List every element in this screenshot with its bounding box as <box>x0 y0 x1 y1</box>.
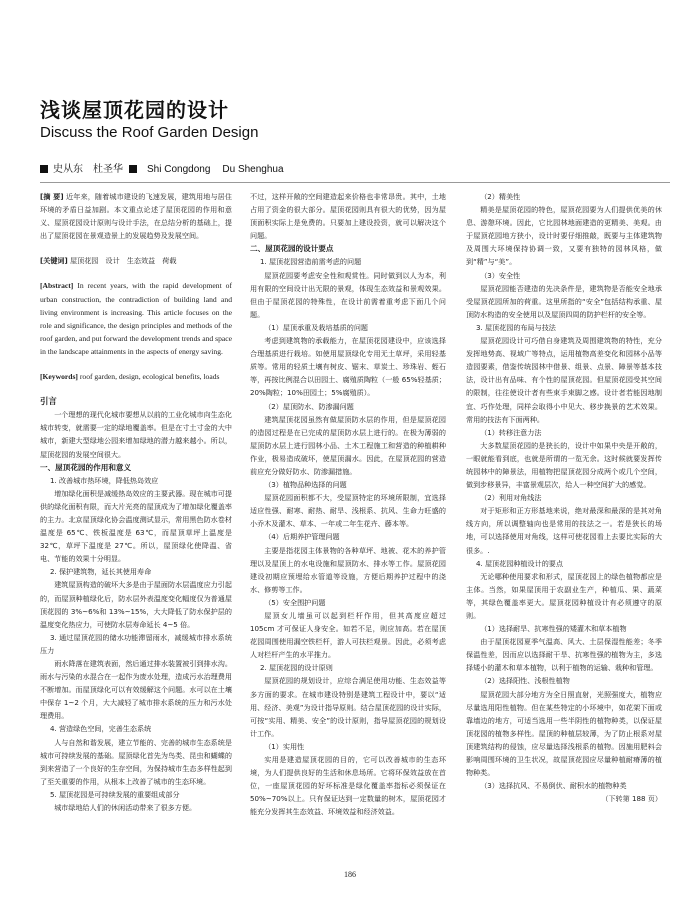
abstract-zh <box>40 190 232 242</box>
subsection-heading: 1. 屋顶花园营造前需考虑的问题 <box>259 257 362 267</box>
paragraph: 由于屋顶花园夏季气温高、风大、土层保湿性能差；冬季保温性差，因而应以选择耐干旱、抗寒性强的植物为主，多选择矮小的灌木和草本植物，以利于植物的运输、栽种和管理。 <box>466 637 662 673</box>
paragraph: 雨水降落在建筑表面，然后通过排水装置被引到排水沟。雨水与污染的水混合在一起作为废水处理，造成污水治理费用不断增加。而屋顶绿化可以有效缓解这个问题。水可以在土壤中保存 1~2 个月，大大减轻了城市排水系统的压力和污水处理费用。 <box>40 659 232 721</box>
paragraph: 主要是指花园主体景物的各种草坪、地被、花木的养护管理以及屋顶上的水电设施和屋顶防水、排水等工作。屋顶花园建设初期应预埋给水管道等设施，方便后期养护过程中的浇水、修剪等工作。 <box>250 545 446 594</box>
subsection-heading: （1）选择耐旱、抗寒性强的矮灌木和草本植物 <box>480 624 627 634</box>
subsection-heading: （1）转移注意力法 <box>480 427 542 437</box>
paragraph: 屋顶花园的规划设计，应综合满足使用功能、生态效益等多方面的要求。在城市建设特别是建筑工程设计中，要以“适用、经济、美观”为设计指导原则。结合屋顶花园的设计实际，可按“实用、精美、安全”的设计原则，指导屋顶花园的规划设计工作。 <box>250 676 446 738</box>
author-en-2: Du Shenghua <box>222 164 284 175</box>
subsection-heading: （2）精美性 <box>480 192 521 201</box>
subsection-heading: 3. 屋顶花园的布局与技法 <box>475 322 556 332</box>
paragraph: 屋顶女儿墙虽可以起到栏杆作用，但其高度应超过 105cm 才可保证人身安全。如若不足，则应加高。若在屋顶花园周围使用漏空铁栏杆，游人可扶栏观景。因此，必须考虑人对栏杆产生的水平推力。 <box>250 611 446 660</box>
continued-note: （下转第 188 页） <box>601 794 662 804</box>
author-line <box>40 160 284 175</box>
square-bullet-icon <box>40 165 48 173</box>
subsection-heading: 2. 保护建筑物，延长其使用寿命 <box>49 567 152 577</box>
subsection-heading: （2）利用对角线法 <box>480 493 542 503</box>
header-divider <box>40 182 670 183</box>
abstract-zh-text: 近年来，随着城市建设的飞速发展，建筑用地与居住环境的矛盾日益加剧。本文重点论述了屋顶花园的作用和意义、屋顶花园设计原则与设计手法，在总结分析的基础上，提出了屋顶花园在景观造景上的发展趋势及发展空间。 <box>40 192 232 241</box>
paragraph: 精美是屋顶花园的特色，屋顶花园要为人们提供优美的休息、游憩环境。因此，它比园林地面建造的更精美、美观。由于屋顶花园地方狭小，设计时要仔细推敲，既要与主体建筑物及周围大环境保持协调一致，又要有独特的园林风格，做到“精”与“美”。 <box>466 205 662 267</box>
section-heading: 二、屋顶花园的设计要点 <box>250 244 334 254</box>
paragraph: 实用是建造屋顶花园的目的，它可以改善城市的生态环境，为人们提供良好的生活和休息场所。它将环保效益放在首位，一座屋顶花园的好坏标准是绿化覆盖率指标必须保证在 50%~70%以上。只有保证达到一定数量的树木，屋顶花园才能充分发挥其生态效益、环境效益和经济效益。 <box>250 755 446 817</box>
keywords-zh-label: [关键词] <box>40 256 68 266</box>
paragraph: 屋顶花园大部分地方为全日照直射，光照强度大，植物应尽量选用阳性植物。但在某些特定的小环境中，如花架下面或靠墙边的地方，可适当选用一些半阴性的植物种类，以保证屋顶花园的植物多样性。屋顶的种植层较薄，为了防止根系对屋顶建筑结构的侵蚀，应尽量选择浅根系的植物。因施用肥料会影响周围环境的卫生状况，故屋顶花园应尽量种植耐瘠薄的植物种类。 <box>466 689 662 778</box>
subsection-heading: 1. 改善城市热环境，降低热岛效应 <box>49 475 159 485</box>
subsection-heading: （4）后期养护管理问题 <box>264 532 340 542</box>
paragraph: 大多数屋顶花园的是狭长的，设计中如果中央是开敞的，一眼就能看到底，也就是所谓的一览无余。这时候就要发挥传统园林中的障景法，用植物把屋顶花园分成两个或几个空间，做到步移景异，丰富景观层次，给人一种空间扩大的感觉。 <box>466 440 662 490</box>
subsection-heading: 3. 通过屋顶花园的储水功能滞留雨水，减缓城市排水系统压力 <box>40 632 232 655</box>
paragraph: 一个理想的现代化城市要想从以前的工业化城市向生态化城市转变，就需要一定的绿地覆盖率。但是在寸土寸金的大中城市，新建大型绿地公园来增加绿地的潜力越来越小。所以，屋顶花园的发展空间很大。 <box>40 410 232 459</box>
paragraph: 城市绿地给人们的休闲活动带来了很多方便。 <box>54 803 197 813</box>
subsection-heading: （5）安全围护问题 <box>264 597 326 607</box>
keywords-zh <box>40 254 232 267</box>
column-2 <box>250 190 446 819</box>
subsection-heading: （3）植物品种选择的问题 <box>264 480 347 490</box>
keywords-en-text: roof garden, design, ecological benefits, loads <box>79 372 220 382</box>
paragraph: 增加绿化面积是减缓热岛效应的主要武器。现在城市可提供的绿化面积有限，而大片光亮的屋顶成为了增加绿化覆盖率的主力。北京屋顶绿化协会温度测试显示，常用黑色防水卷材温度是 65℃、铁板温度是 63℃，而屋顶草坪上温度是 32℃，草坪下温度是 27℃。所以，屋顶绿化使降温、省电、节能的效果十分明显。 <box>40 488 232 564</box>
keywords-zh-text: 屋顶花园 设计 生态效益 荷载 <box>70 256 177 266</box>
paragraph: 人与自然和谐发展，建立节能的、完善的城市生态系统是城市可持续发展的基础。屋顶绿化首先为鸟类、昆虫和蝴蝶的到来营造了一个良好的生存空间，为保持城市生态多样性起到了至关重要的作用，从根本上改善了城市的生态环境。 <box>40 737 232 786</box>
abstract-zh-label: [摘 要] <box>40 192 64 201</box>
page-number: 186 <box>344 870 356 879</box>
paragraph: 不过，这样开敞的空间建造起来价格也非常昂贵。其中，土地占用了资金的很大部分。屋顶花园则具有很大的优势，因为屋顶面积实际上是免费的。只要加上建设投资，就可以解决这个问题。 <box>250 192 446 241</box>
subsection-heading: 5. 屋顶花园是可持续发展的重要组成部分 <box>49 789 180 799</box>
section-heading: 一、屋顶花园的作用和意义 <box>40 462 132 472</box>
subsection-heading: 4. 屋顶花园种植设计的要点 <box>475 558 563 568</box>
paragraph: 屋顶花园面积都不大，受屋顶特定的环境所限制，宜选择适应性强、耐寒、耐热、耐旱、浅根系、抗风、生命力旺盛的小乔木及灌木、草本、一年或二年生花卉、藤本等。 <box>250 493 446 529</box>
square-separator-icon <box>129 165 137 173</box>
abstract-en-label: [Abstract] <box>40 281 74 291</box>
paragraph: 屋顶花园设计可巧借自身建筑及周围建筑物的特性，充分发挥地势高、视域广等特点，运用植物高差变化和园林小品等造园要素，借鉴传统园林中借景、组景、点景、障景等基本技法，设计出有品味、有个性的屋顶花园。但屋顶花园受其空间的限制，往往使设计者有些束手束脚之感。设计者若能因地制宜、巧作处理，同样会取得小中见大、移步换景的艺术效果。常用的技法有下面两种。 <box>466 336 662 424</box>
subsection-heading: （1）屋顶承重及栽培基质的问题 <box>264 322 369 332</box>
paragraph: 建筑屋顶构造的破坏大多是由于屋面防水层温度应力引起的，而屋顶种植绿化后，防水层外表温度变化幅度仅为普通屋顶花园的 3%~6%和 13%~15%，大大降低了防水保护层的温度变化热应力，可使防水层寿命延长 4~5 倍。 <box>40 580 232 629</box>
paragraph: 对于矩形和正方形基地来说，绝对最深和最深的是其对角线方向，所以调整轴向也是常用的技法之一。若是狭长的场地，可以选择使用对角线，这样可使花园看上去要比实际的大很多。. <box>466 506 662 555</box>
article-title-zh: 浅谈屋顶花园的设计 <box>40 98 229 122</box>
paragraph: 屋顶花园能否建造的先决条件是，建筑物是否能安全地承受屋顶花园所加的荷重。这里所指的“安全”包括结构承重、屋顶防水构造的安全使用以及屋顶四周的防护栏杆的安全等。 <box>466 283 662 319</box>
subsection-heading: （1）实用性 <box>264 741 305 751</box>
subsection-heading: 4. 营造绿色空间，完善生态系统 <box>49 724 152 734</box>
subsection-heading: 2. 屋顶花园的设计原则 <box>259 663 333 673</box>
paragraph: 建筑屋顶花园虽然有做屋顶防水层的作用，但是屋顶花园的造园过程是在已完成的屋顶防水层上进行的。在极为薄弱的屋顶防水层上进行园林小品、土木工程施工和营造的种植耕种作业，极易造成破坏，使屋顶漏水。因此，在屋顶花园的营造前应充分做好防水、防渗漏措施。 <box>250 414 446 476</box>
column-1 <box>40 190 232 814</box>
keywords-en <box>40 370 232 383</box>
subsection-heading: （3）选择抗风、不易倒伏、耐积水的植物种类 <box>480 781 627 791</box>
subsection-heading: （2）屋顶防水、防渗漏问题 <box>264 401 354 411</box>
column-3 <box>466 190 662 805</box>
keywords-en-label: [Keywords] <box>40 372 78 382</box>
paragraph: 屋顶花园要考虑安全性和观赏性。同时做到以人为本，利用有限的空间设计出无限的景观，体现生态效益和景观效果。但由于屋顶花园的特殊性，在设计前需着重考虑下面几个问题。 <box>250 270 446 319</box>
article-title-en: Discuss the Roof Garden Design <box>40 124 259 141</box>
authors-zh: 史从东 杜圣华 <box>53 164 123 175</box>
subsection-heading: （2）选择阳性、浅根性植物 <box>480 676 570 686</box>
subsection-heading: （3）安全性 <box>480 270 521 280</box>
abstract-en-text: In recent years, with the rapid development of urban construction, the contradiction of building land and living environment is increasing. This article focuses on the role and significance, the design principles and methods of the roof garden, and put forward the development trends and space in the landscape attainments in the aspects of energy saving. <box>40 281 232 356</box>
paragraph: 无论哪种使用要求和形式，屋顶花园上的绿色植物都应是主体。当然，如果屋顶用于农副业生产，种植瓜、果、蔬菜等，其绿色覆盖率更大。屋顶花园种植设计有必须遵守的原则。 <box>466 571 662 620</box>
author-en-1: Shi Congdong <box>147 164 211 175</box>
abstract-en <box>40 279 232 358</box>
intro-heading: 引言 <box>40 396 57 407</box>
paragraph: 考虑到建筑物的承载能力，在屋顶花园建设中，应该选择合理基质进行栽培。如使用屋顶绿化专用无土草坪，采用轻基质等。常用的轻质土壤有树皮、锯末、草炭土、珍珠岩、蛭石等，再按比例混合以田园土、腐殖质陶粒（一般 65%轻基质；20%陶粒；10%田园土；5%腐殖质）。 <box>250 336 446 398</box>
